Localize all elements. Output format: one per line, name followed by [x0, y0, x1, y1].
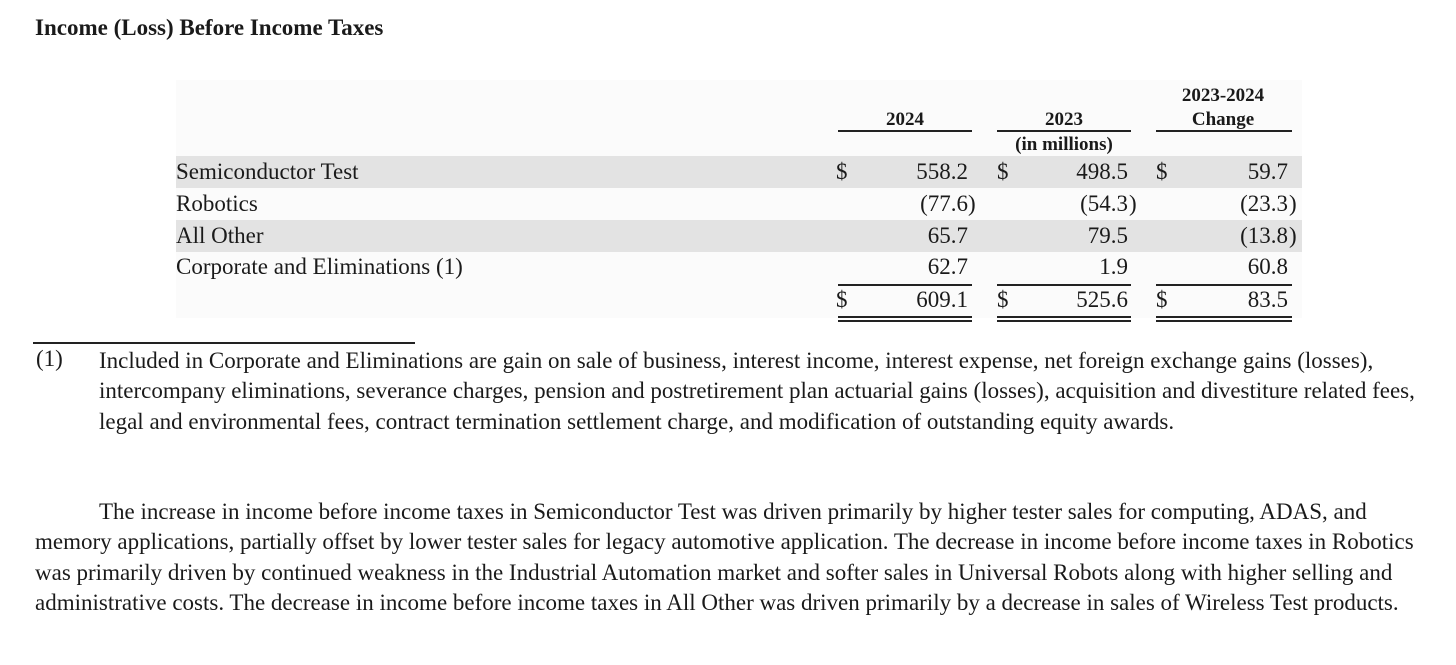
currency-symbol: $: [1156, 287, 1168, 312]
table-row-stripe: [176, 220, 1302, 252]
total-change: 83.5: [1247, 287, 1288, 312]
value-2023: 1.9: [1099, 254, 1128, 279]
value-change: (13.8: [1240, 223, 1288, 248]
value-2024: 65.7: [927, 223, 968, 248]
header-underline: [1156, 130, 1292, 132]
row-label-robotics: Robotics: [176, 191, 258, 216]
subtotal-rule: [997, 284, 1131, 286]
total-double-rule: [997, 316, 1131, 318]
column-header-2023: 2023: [1045, 109, 1083, 130]
value-2023: (54.3: [1080, 191, 1128, 216]
row-label-all-other: All Other: [176, 223, 264, 248]
currency-symbol: $: [836, 287, 848, 312]
footnote-text: Included in Corporate and Eliminations are gain on sale of business, interest income, interest expense, net foreign exchange gains (losses), intercompany eliminations, severance charges, pension and postretirement plan actuarial gains (losses), acquisition and divestiture related fees, legal and environmental fees, contract termination settlement charge, and modification of outstanding equity awards.: [99, 348, 1415, 434]
total-double-rule: [838, 320, 972, 322]
currency-symbol: $: [997, 287, 1009, 312]
value-2024: 62.7: [927, 254, 968, 279]
value-2024: 558.2: [916, 159, 968, 184]
value-change: 59.7: [1247, 159, 1288, 184]
subtotal-rule: [838, 284, 972, 286]
total-double-rule: [1156, 320, 1292, 322]
subtotal-rule: [1156, 284, 1292, 286]
footnote-marker: (1): [36, 346, 63, 371]
total-2024: 609.1: [916, 287, 968, 312]
currency-symbol: $: [1156, 159, 1168, 184]
row-label-corporate-eliminations: Corporate and Eliminations (1): [176, 254, 463, 279]
total-double-rule: [997, 320, 1131, 322]
total-double-rule: [838, 316, 972, 318]
header-underline: [838, 130, 972, 132]
header-underline: [997, 130, 1131, 132]
close-paren: ): [1289, 191, 1297, 216]
close-paren: ): [968, 191, 976, 216]
total-double-rule: [1156, 316, 1292, 318]
close-paren: ): [1289, 223, 1297, 248]
section-title: Income (Loss) Before Income Taxes: [35, 15, 384, 40]
currency-symbol: $: [997, 159, 1009, 184]
value-change: (23.3: [1240, 191, 1288, 216]
value-change: 60.8: [1247, 254, 1288, 279]
body-paragraph: The increase in income before income taxes in Semiconductor Test was driven primarily by higher tester sales for computing, ADAS, and memory applications, partially offset by lower tester sales for legacy automotive application. The decrease in income before income taxes in Robotics was primarily driven by continued weakness in the Industrial Automation market and softer sales in Universal Robots along with higher selling and administrative costs. The decrease in income before income taxes in All Other was driven primarily by a decrease in sales of Wireless Test products.: [35, 499, 1414, 615]
value-2024: (77.6: [920, 191, 968, 216]
footnote-separator: [33, 342, 415, 344]
units-label: (in millions): [1015, 134, 1113, 155]
currency-symbol: $: [836, 159, 848, 184]
total-2023: 525.6: [1076, 287, 1128, 312]
value-2023: 498.5: [1076, 159, 1128, 184]
row-label-semiconductor-test: Semiconductor Test: [176, 159, 359, 184]
column-header-change-line1: 2023-2024: [1181, 85, 1265, 106]
value-2023: 79.5: [1087, 223, 1128, 248]
column-header-2024: 2024: [886, 109, 924, 130]
close-paren: ): [1129, 191, 1137, 216]
column-header-change-line2: Change: [1191, 109, 1255, 130]
